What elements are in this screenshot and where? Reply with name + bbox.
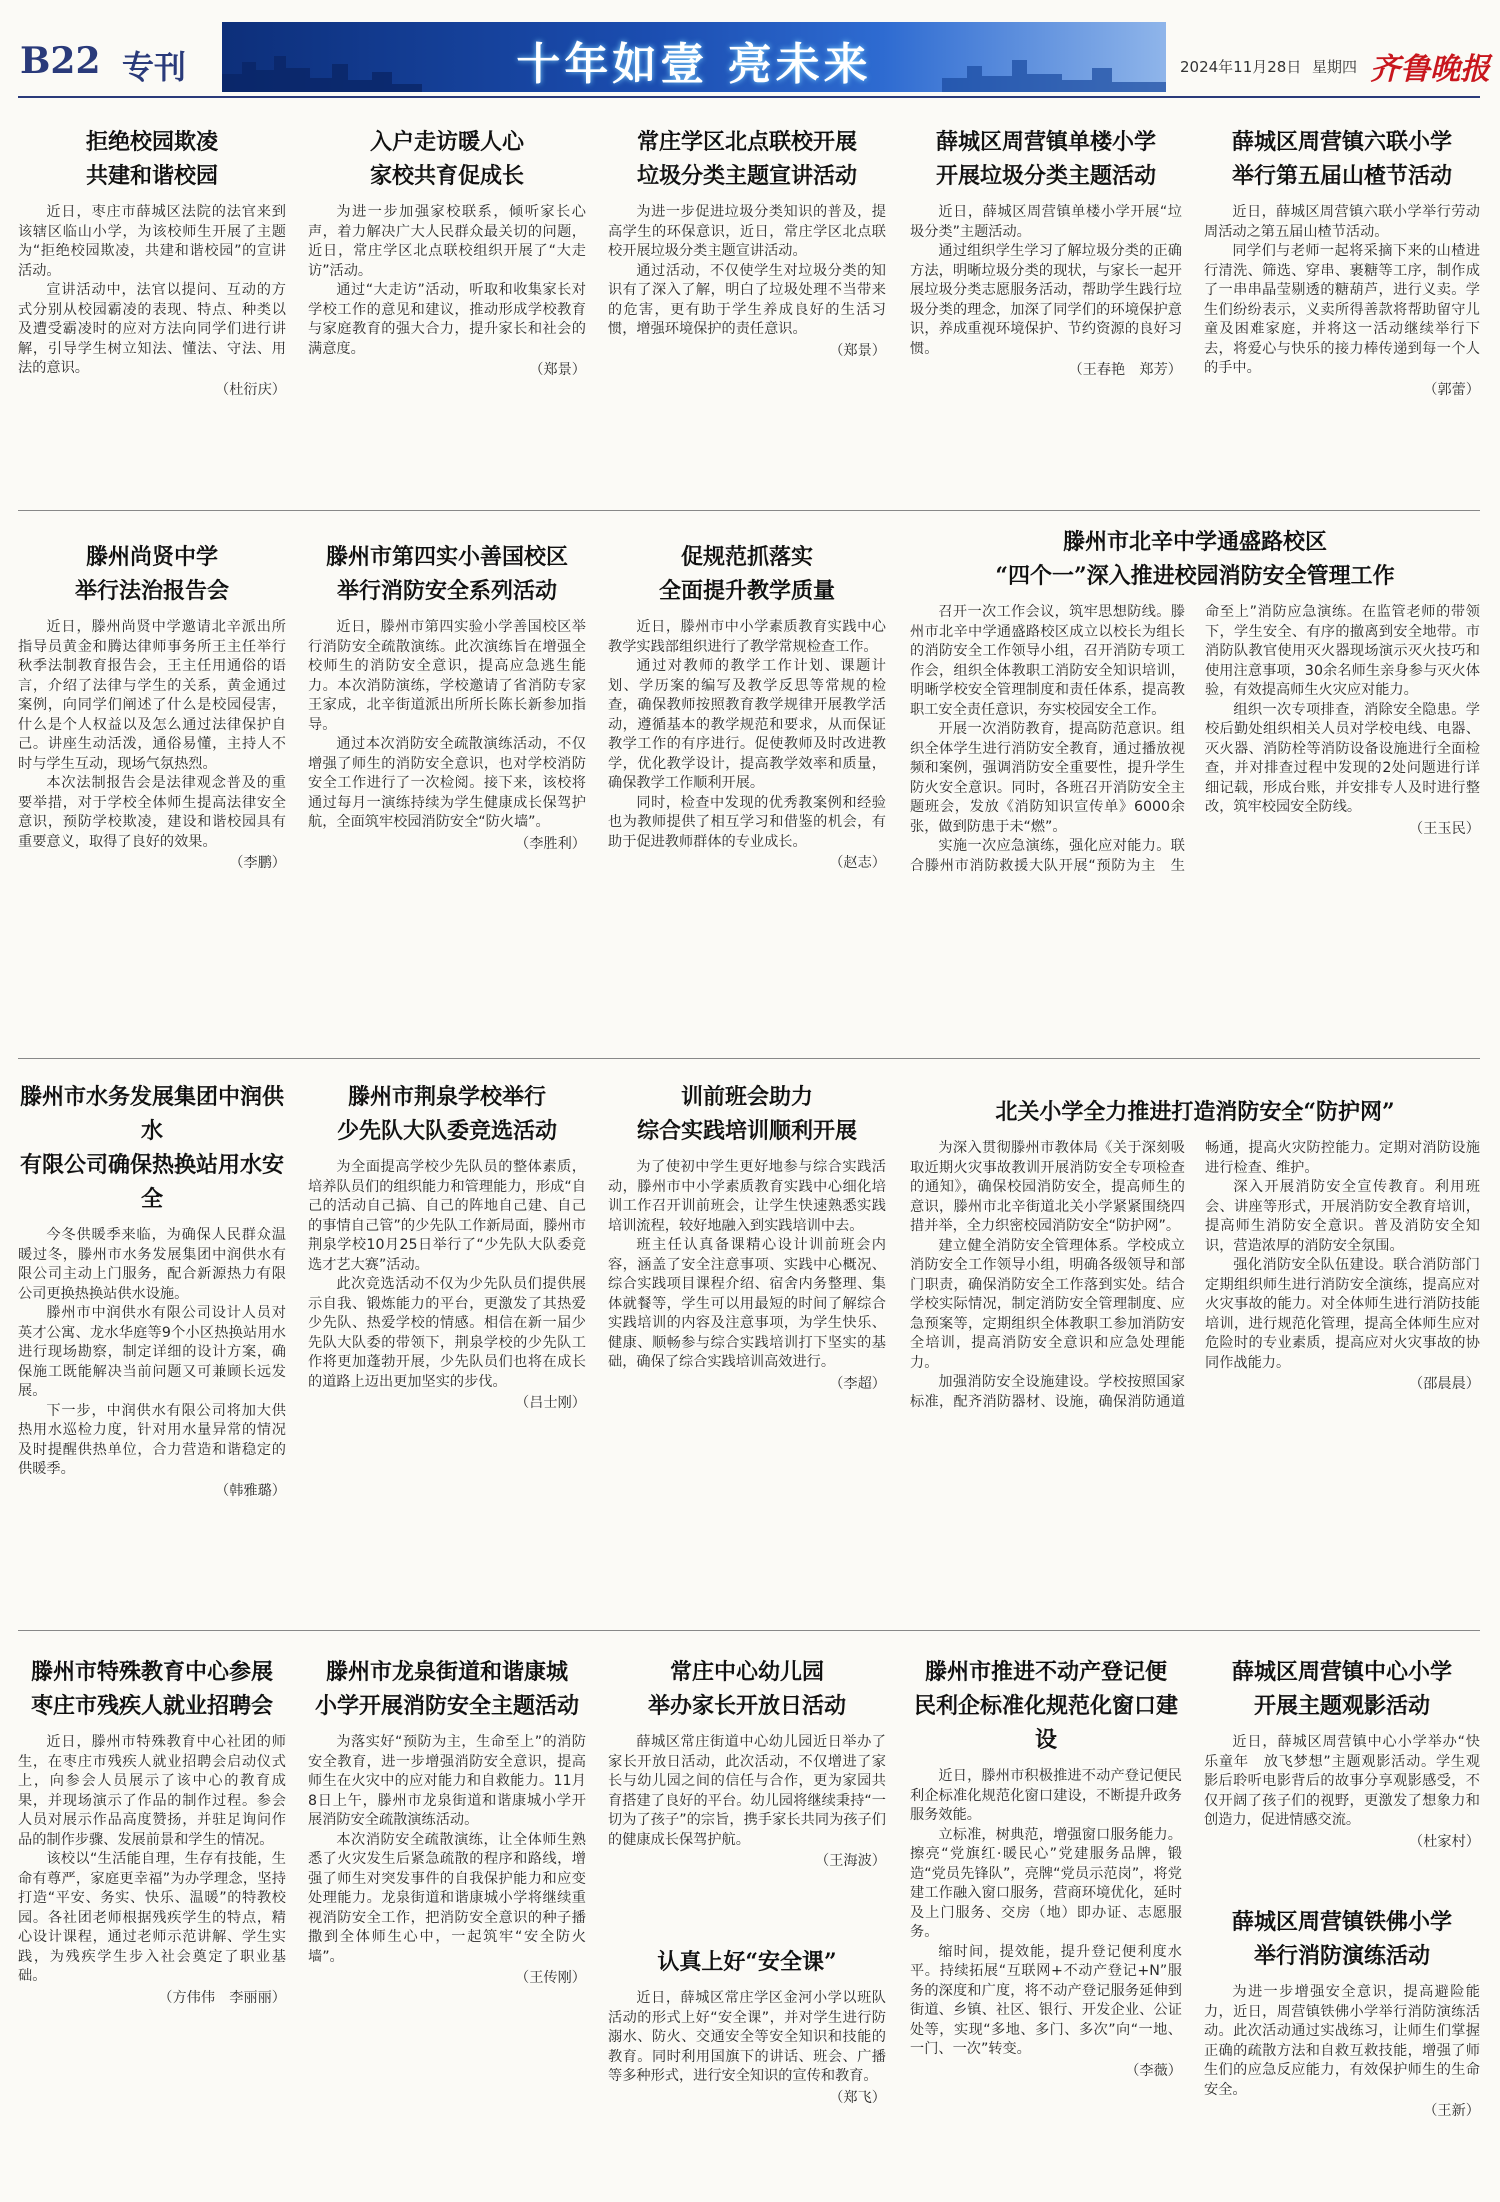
article-byline: （杜衍庆）: [215, 381, 286, 398]
article-paragraph: 通过活动，不仅使学生对垃圾分类的知识有了深入了解，明白了垃圾处理不当带来的危害，更有助于学生养成良好的生活习惯，增强环境保护的责任意识。: [608, 262, 886, 337]
article: [910, 125, 1182, 470]
article: [308, 125, 586, 470]
article-headline: 常庄中心幼儿园 举办家长开放日活动: [647, 1659, 846, 1719]
article-paragraph: 组织一次专项排查，消除安全隐患。学校后勤处组织相关人员对学校电线、电器、灭火器、消防栓等消防设备设施进行全面检查，并对排查过程中发现的2处问题进行详细记载，形成台账，并安排专人及时进行整改，筑牢校园安全防线。: [1205, 701, 1480, 815]
article-paragraph: 近日，薛城区常庄学区金河小学以班队活动的形式上好“安全课”，并对学生进行防溺水、防火、交通安全等安全知识和技能的教育。同时利用国旗下的讲话、班会、广播等多种形式，进行安全知识的宣传和教育。: [608, 1990, 886, 2084]
header-rule: [18, 96, 1480, 98]
section-name: 专刊: [122, 48, 187, 86]
article-body: [910, 1139, 1480, 1412]
article-byline: （郑景）: [829, 342, 886, 359]
article-body: [18, 618, 286, 874]
article-paragraph: 此次竞选活动不仅为少先队员们提供展示自我、锻炼能力的平台，更激发了其热爱少先队、热爱学校的情感。相信在新一届少先队大队委的带领下，荆泉学校的少先队工作将更加蓬勃开展，少先队员们也将在成长的道路上迈出更加坚实的步伐。: [308, 1276, 586, 1390]
issue-weekday: 星期四: [1312, 58, 1358, 76]
article-paragraph: 近日，滕州市第四实验小学善国校区举行消防安全疏散演练。此次演练旨在增强全校师生的消防安全意识，提高应急逃生能力。本次消防演练，学校邀请了省消防专家王家成，北辛街道派出所所长陈长新参加指导。: [308, 619, 586, 733]
newspaper-logo: 齐鲁晚报: [1370, 52, 1490, 87]
article-headline: 促规范抓落实 全面提升教学质量: [658, 544, 835, 604]
article-headline: 薛城区周营镇中心小学 开展主题观影活动: [1231, 1659, 1452, 1719]
banner: [222, 22, 1166, 92]
article: [608, 540, 886, 1020]
article-byline: （李鹏）: [229, 855, 286, 871]
article-headline: 薛城区周营镇铁佛小学 举行消防演练活动: [1231, 1909, 1452, 1969]
article-paragraph: 本次法制报告会是法律观念普及的重要举措，对于学校全体师生提高法律安全意识，预防学校欺凌，建设和谐校园具有重要意义，取得了良好的效果。: [18, 775, 286, 850]
article-paragraph: 通过“大走访”活动，听取和收集家长对学校工作的意见和建议，推动形成学校教育与家庭教育的强大合力，提升家长和社会的满意度。: [308, 282, 586, 357]
article-byline: （郑飞）: [829, 2089, 886, 2106]
article-paragraph: 通过对教师的教学工作计划、课题计划、学历案的编写及教学反思等常规的检查，确保教师按照教育教学规律开展教学活动，遵循基本的教学规范和要求，从而保证教学工作的有序进行。促使教师及时改进教学，优化教学设计，提高教学效率和质量，确保教学工作顺利开展。: [608, 658, 886, 791]
article-paragraph: 近日，滕州市特殊教育中心社团的师生，在枣庄市残疾人就业招聘会启动仪式上，向参会人员展示了该中心的教育成果，并现场演示了作品的制作过程。参会人员对展示作品高度赞扬，并驻足询问作品的制作步骤、发展前景和学生的情况。: [18, 1734, 286, 1848]
article-headline: 滕州市水务发展集团中润供水 有限公司确保热换站用水安全: [19, 1084, 284, 1212]
article-headline: 滕州市推进不动产登记便 民利企标准化规范化窗口建设: [913, 1659, 1178, 1753]
article-paragraph: 开展一次消防教育，提高防范意识。组织全体学生进行消防安全教育，通过播放视频和案例，强调消防安全重要性，提升学生防火安全意识。同时，各班召开消防安全主题班会，发放《消防知识宣传单》6000余张，做到防患于未“燃”。: [910, 721, 1185, 835]
article-paragraph: 今冬供暖季来临，为确保人民群众温暖过冬，滕州市水务发展集团中润供水有限公司主动上门服务，配合新源热力有限公司更换热换站供水设施。: [18, 1227, 286, 1302]
article: [308, 540, 586, 1020]
article-body: [308, 1158, 586, 1414]
article-headline: 入户走访暖人心 家校共育促成长: [369, 129, 524, 189]
article-body: [910, 603, 1480, 876]
article-byline: （王传刚）: [515, 1970, 586, 1986]
article: [608, 1655, 886, 1945]
article: [1204, 1905, 1480, 2195]
article-headline: 薛城区周营镇六联小学 举行第五届山楂节活动: [1231, 129, 1452, 189]
article-byline: （郭蕾）: [1423, 381, 1480, 398]
article: [18, 125, 286, 470]
row-divider: [18, 1630, 1480, 1631]
page-number: B22: [20, 40, 101, 82]
article: [608, 1945, 886, 2190]
article-paragraph: 近日，薛城区周营镇六联小学举行劳动周活动之第五届山楂节活动。: [1204, 204, 1480, 240]
article-body: [18, 1226, 286, 1501]
article: [1204, 125, 1480, 500]
article-byline: （杜家村）: [1409, 1833, 1480, 1850]
article-paragraph: 近日，枣庄市薛城区法院的法官来到该辖区临山小学，为该校师生开展了主题为“拒绝校园欺凌，共建和谐校园”的宣讲活动。: [18, 204, 286, 279]
issue-date: 2024年11月28日: [1180, 58, 1302, 76]
article-paragraph: 同学们与老师一起将采摘下来的山楂进行清洗、筛选、穿串、裹糖等工序，制作成了一串串晶莹剔透的糖葫芦，进行义卖。学生们纷纷表示，义卖所得善款将帮助留守儿童及困难家庭，并将这一活动继续举行下去，将爱心与快乐的接力棒传递到每一个人的手中。: [1204, 243, 1480, 376]
article-byline: （赵志）: [829, 855, 886, 871]
article-byline: （王春艳 郑芳）: [1068, 362, 1182, 378]
article-byline: （吕士刚）: [515, 1395, 586, 1411]
article-byline: （邵晨晨）: [1409, 1376, 1480, 1392]
article-byline: （方伟伟 李丽丽）: [158, 1989, 286, 2006]
article-headline: 北关小学全力推进打造消防安全“防护网”: [995, 1099, 1395, 1125]
article-paragraph: 近日，薛城区周营镇单楼小学开展“垃圾分类”主题活动。: [910, 204, 1182, 240]
article-headline: 训前班会助力 综合实践培训顺利开展: [636, 1084, 857, 1144]
article-paragraph: 强化消防安全队伍建设。联合消防部门定期组织师生进行消防安全演练，提高应对火灾事故的能力。对全体师生进行消防技能培训，进行规范化管理，提高全体师生应对危险时的专业素质，提高应对火灾事故的协同作战能力。: [1205, 1257, 1480, 1371]
banner-title: 十年如壹 亮未来: [516, 39, 872, 90]
article-paragraph: 该校以“生活能自理，生存有技能，生命有尊严，家庭更幸福”为办学理念，坚持打造“平安、务实、快乐、温暖”的特教校园。各社团老师根据残疾学生的特点，精心设计课程，通过老师示范讲解、学生实践，为残疾学生步入社会奠定了职业基础。: [18, 1851, 286, 1984]
article-body: [608, 1989, 886, 2108]
article: [608, 125, 886, 470]
article-headline: 滕州市荆泉学校举行 少先队大队委竞选活动: [336, 1084, 557, 1144]
article-body: [910, 203, 1182, 381]
article-body: [1204, 1983, 1480, 2122]
article-headline: 滕州市特殊教育中心参展 枣庄市残疾人就业招聘会: [30, 1659, 273, 1719]
article-paragraph: 为落实好“预防为主，生命至上”的消防安全教育，进一步增强消防安全意识，提高师生在火灾中的应对能力和自救能力。11月8日上午，滕州市龙泉街道和谐康城小学开展消防安全疏散演练活动。: [308, 1734, 586, 1828]
article-byline: （李薇）: [1125, 2062, 1182, 2079]
article-paragraph: 近日，滕州尚贤中学邀请北辛派出所指导员黄金和腾达律师事务所王主任举行秋季法制教育报告会，王主任用通俗的语言，介绍了法律与学生的关系，黄金通过案例，向同学们阐述了什么是校园侵害，什么是个人权益以及怎么通过法律保护自己。讲座生动活泼，通俗易懂，主持人不时与学生互动，现场气氛热烈。: [18, 619, 286, 772]
article-paragraph: 加强消防安全设施建设。学校按照国家标准，配齐消防器材、设施，确保消防通道畅通，提高火灾防控能力。定期对消防设施进行检查、维护。: [910, 1140, 1480, 1410]
article-body: [1204, 1733, 1480, 1852]
article-paragraph: 召开一次工作会议，筑牢思想防线。滕州市北辛中学通盛路校区成立以校长为组长的消防安全工作领导小组，召开消防专项工作会，组织全体教职工消防安全知识培训，明晰学校安全管理制度和责任体系，提高教职工安全责任意识，夯实校园安全工作。: [910, 604, 1185, 718]
article-paragraph: 通过组织学生学习了解垃圾分类的正确方法，明晰垃圾分类的现状，与家长一起开展垃圾分类志愿服务活动，帮助学生践行垃圾分类的理念，加深了同学们的环境保护意识，养成重视环境保护、节约资源的良好习惯。: [910, 243, 1182, 357]
article-paragraph: 薛城区常庄街道中心幼儿园近日举办了家长开放日活动，此次活动，不仅增进了家长与幼儿园之间的信任与合作，更为家园共育搭建了良好的平台。幼儿园将继续秉持“一切为了孩子”的宗旨，携手家长共同为孩子们的健康成长保驾护航。: [608, 1734, 886, 1848]
article-paragraph: 立标准，树典范，增强窗口服务能力。擦亮“党旗红·暖民心”党建服务品牌，锻造“党员先锋队”，亮牌“党员示范岗”，将党建工作融入窗口服务，营商环境优化，延时及上门服务、交房（地）即办证、志愿服务。: [910, 1826, 1182, 1940]
article-body: [608, 203, 886, 361]
article-paragraph: 为深入贯彻滕州市教体局《关于深刻吸取近期火灾事故教训开展消防安全专项检查的通知》，确保校园消防安全，提高师生的意识，滕州市北辛街道北关小学紧紧围绕四措并举，全力织密校园消防安全“防护网”。: [910, 1140, 1185, 1234]
article: [910, 1095, 1480, 1555]
article-paragraph: 为了使初中学生更好地参与综合实践活动，滕州市中小学素质教育实践中心细化培训工作召开训前班会，让学生快速熟悉实践培训流程，较好地融入到实践培训中去。: [608, 1159, 886, 1234]
article-body: [608, 618, 886, 874]
article-byline: （王新）: [1423, 2103, 1480, 2119]
article: [910, 525, 1480, 1020]
article-paragraph: 为进一步促进垃圾分类知识的普及，提高学生的环保意识，近日，常庄学区北点联校开展垃圾分类主题宣讲活动。: [608, 204, 886, 259]
article-body: [910, 1767, 1182, 2081]
article: [18, 1655, 286, 2190]
article-paragraph: 为进一步增强安全意识，提高避险能力，近日，周营镇铁佛小学举行消防演练活动。此次活动通过实战练习，让师生们掌握正确的疏散方法和自救互救技能，增强了师生们的应急反应能力，有效保护师生的生命安全。: [1204, 1984, 1480, 2098]
article: [1204, 1655, 1480, 1905]
article-paragraph: 滕州市中润供水有限公司设计人员对英才公寓、龙水华庭等9个小区热换站用水进行现场勘察，制定详细的设计方案，确保施工既能解决当前问题又可兼顾长远发展。: [18, 1305, 286, 1399]
row-divider: [18, 510, 1480, 511]
article-body: [608, 1733, 886, 1872]
article-headline: 滕州尚贤中学 举行法治报告会: [74, 544, 229, 604]
article-paragraph: 同时，检查中发现的优秀教案例和经验也为教师提供了相互学习和借鉴的机会，有助于促进教师群体的专业成长。: [608, 794, 886, 850]
article-headline: 滕州市北辛中学通盛路校区 “四个一”深入推进校园消防安全管理工作: [995, 529, 1395, 589]
article-headline: 滕州市第四实小善国校区 举行消防安全系列活动: [325, 544, 568, 604]
article-byline: （王海波）: [815, 1853, 886, 1869]
article-body: [1204, 203, 1480, 400]
article-paragraph: 本次消防安全疏散演练，让全体师生熟悉了火灾发生后紧急疏散的程序和路线，增强了师生对突发事件的自我保护能力和应变处理能力。龙泉街道和谐康城小学将继续重视消防安全工作，把消防安全意识的种子播撒到全体师生心中，一起筑牢“安全防火墙”。: [308, 1831, 586, 1965]
article-paragraph: 通过本次消防安全疏散演练活动，不仅增强了师生的消防安全意识，也对学校消防安全工作进行了一次检阅。接下来，该校将通过每月一演练持续为学生健康成长保驾护航，全面筑牢校园消防安全“防火墙”。: [308, 736, 586, 830]
article: [910, 1655, 1182, 2190]
article-paragraph: 下一步，中润供水有限公司将加大供热用水巡检力度，针对用水量异常的情况及时提醒供热单位，合力营造和谐稳定的供暖季。: [18, 1402, 286, 1477]
article-paragraph: 近日，薛城区周营镇中心小学举办“快乐童年 放飞梦想”主题观影活动。学生观影后聆听电影背后的故事分享观影感受，不仅开阔了孩子们的视野，更激发了想象力和创造力，促进情感交流。: [1204, 1734, 1480, 1828]
article-paragraph: 建立健全消防安全管理体系。学校成立消防安全工作领导小组，明确各级领导和部门职责，确保消防安全工作落到实处。结合学校实际情况，制定消防安全管理制度、应急预案等，定期组织全体教职工参加消防安全培训，提高消防安全意识和应急处理能力。: [910, 1237, 1185, 1371]
article-byline: （韩雅璐）: [215, 1482, 286, 1499]
article-paragraph: 深入开展消防安全宣传教育。利用班会、讲座等形式，开展消防安全教育培训，提高师生消防安全意识。普及消防安全知识，营造浓厚的消防安全氛围。: [1205, 1179, 1480, 1254]
article-paragraph: 为进一步加强家校联系，倾听家长心声，着力解决广大人民群众最关切的问题，近日，常庄学区北点联校组织开展了“大走访”活动。: [308, 204, 586, 279]
article-body: [308, 618, 586, 854]
article-body: [608, 1158, 886, 1394]
article-byline: （郑景）: [529, 362, 586, 378]
article-body: [308, 203, 586, 381]
article-paragraph: 近日，滕州市积极推进不动产登记便民利企标准化规范化窗口建设，不断提升政务服务效能。: [910, 1768, 1182, 1823]
article: [608, 1080, 886, 1550]
article-body: [18, 1733, 286, 2008]
article-body: [308, 1733, 586, 1989]
article: [308, 1655, 586, 2190]
article-byline: （王玉民）: [1409, 820, 1480, 837]
article-headline: 常庄学区北点联校开展 垃圾分类主题宣讲活动: [636, 129, 857, 189]
article-headline: 薛城区周营镇单楼小学 开展垃圾分类主题活动: [935, 129, 1156, 189]
article-headline: 滕州市龙泉街道和谐康城 小学开展消防安全主题活动: [314, 1659, 579, 1719]
article-headline: 认真上好“安全课”: [657, 1949, 837, 1975]
row-divider: [18, 1058, 1480, 1059]
article-headline: 拒绝校园欺凌 共建和谐校园: [85, 129, 218, 189]
article-byline: （李胜利）: [515, 835, 586, 852]
article-body: [18, 203, 286, 400]
page-header: [0, 0, 1500, 95]
article-paragraph: 为全面提高学校少先队员的整体素质，培养队员们的组织能力和管理能力，形成“自己的活动自己搞、自己的阵地自己建、自己的事情自己管”的少先队工作新局面，滕州市荆泉学校10月25日举行了“少先队大队委竞选才艺大赛”活动。: [308, 1159, 586, 1273]
article-paragraph: 班主任认真备课精心设计训前班会内容，涵盖了安全注意事项、实践中心概况、综合实践项目课程介绍、宿舍内务整理、集体就餐等，学生可以用最短的时间了解综合实践培训的内容及注意事项，为学生快乐、健康、顺畅参与综合实践培训打下坚实的基础，确保了综合实践培训高效进行。: [608, 1237, 886, 1370]
article: [18, 1080, 286, 1550]
article: [18, 540, 286, 1020]
article-paragraph: 实施一次应急演练，强化应对能力。联合滕州市消防救援大队开展“预防为主 生命至上”消防应急演练。在监管老师的带领下，学生安全、有序的撤离到安全地带。市消防队教官使用灭火器现场演示灭火技巧和使用注意事项，30余名师生亲身参与灭火体验，有效提高师生火灾应对能力。: [910, 604, 1480, 874]
article-byline: （李超）: [829, 1375, 886, 1392]
article: [308, 1080, 586, 1550]
article-paragraph: 近日，滕州市中小学素质教育实践中心教学实践部组织进行了教学常规检查工作。: [608, 619, 886, 655]
article-paragraph: 宣讲活动中，法官以提问、互动的方式分别从校园霸凌的表现、特点、种类以及遭受霸凌时的应对方法向同学们进行讲解，引导学生树立知法、懂法、守法、用法的意识。: [18, 282, 286, 376]
article-paragraph: 缩时间，提效能，提升登记便利度水平。持续拓展“互联网+不动产登记+N”服务的深度和广度，将不动产登记服务延伸到街道、乡镇、社区、银行、开发企业、公证处等，实现“多地、多门、多次”向“一地、一门、一次”转变。: [910, 1943, 1182, 2057]
